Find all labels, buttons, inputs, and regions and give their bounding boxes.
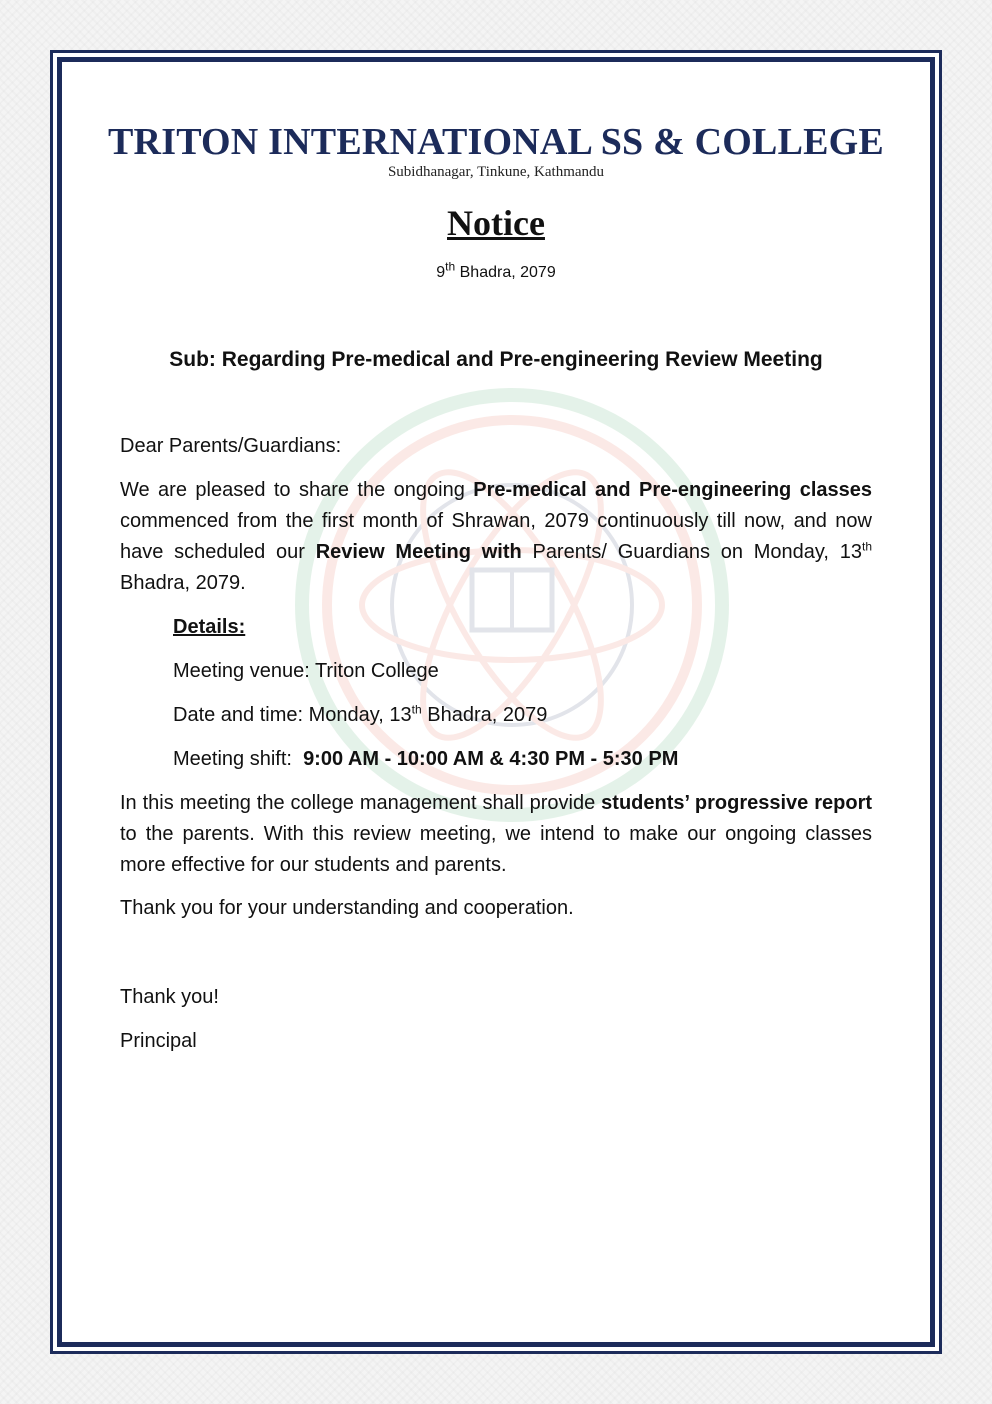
- signature: Principal: [120, 1030, 197, 1052]
- school-name: TRITON INTERNATIONAL SS & COLLEGE: [108, 121, 884, 163]
- details-shift: Meeting shift: 9:00 AM - 10:00 AM & 4:30 PM - 5:30 PM: [173, 748, 679, 770]
- details-heading: Details:: [173, 616, 246, 638]
- notice-title: Notice: [447, 203, 545, 243]
- paragraph-intro: We are pleased to share the ongoing Pre-medical and Pre-engineering classes commenced from the first month of Shrawan, 2079 continuously till now, and now have scheduled our Review Meeting with Parents/ Guardians on Monday, 13th Bhadra, 2079.: [120, 479, 872, 594]
- details-date-time: Date and time: Monday, 13th Bhadra, 2079: [173, 702, 548, 726]
- school-address: Subidhanagar, Tinkune, Kathmandu: [387, 164, 605, 180]
- salutation: Dear Parents/Guardians:: [120, 435, 342, 457]
- paragraph-report: In this meeting the college management shall provide students’ progressive report to the parents. With this review meeting, we intend to make our ongoing classes more effective for our students and parents.: [120, 792, 873, 876]
- notice-subject: Sub: Regarding Pre-medical and Pre-engineering Review Meeting: [169, 348, 823, 371]
- details-venue: Meeting venue: Triton College: [173, 660, 439, 682]
- closing: Thank you!: [120, 986, 219, 1008]
- notice-date: 9th Bhadra, 2079: [436, 259, 556, 281]
- paragraph-thanks: Thank you for your understanding and cooperation.: [120, 897, 574, 919]
